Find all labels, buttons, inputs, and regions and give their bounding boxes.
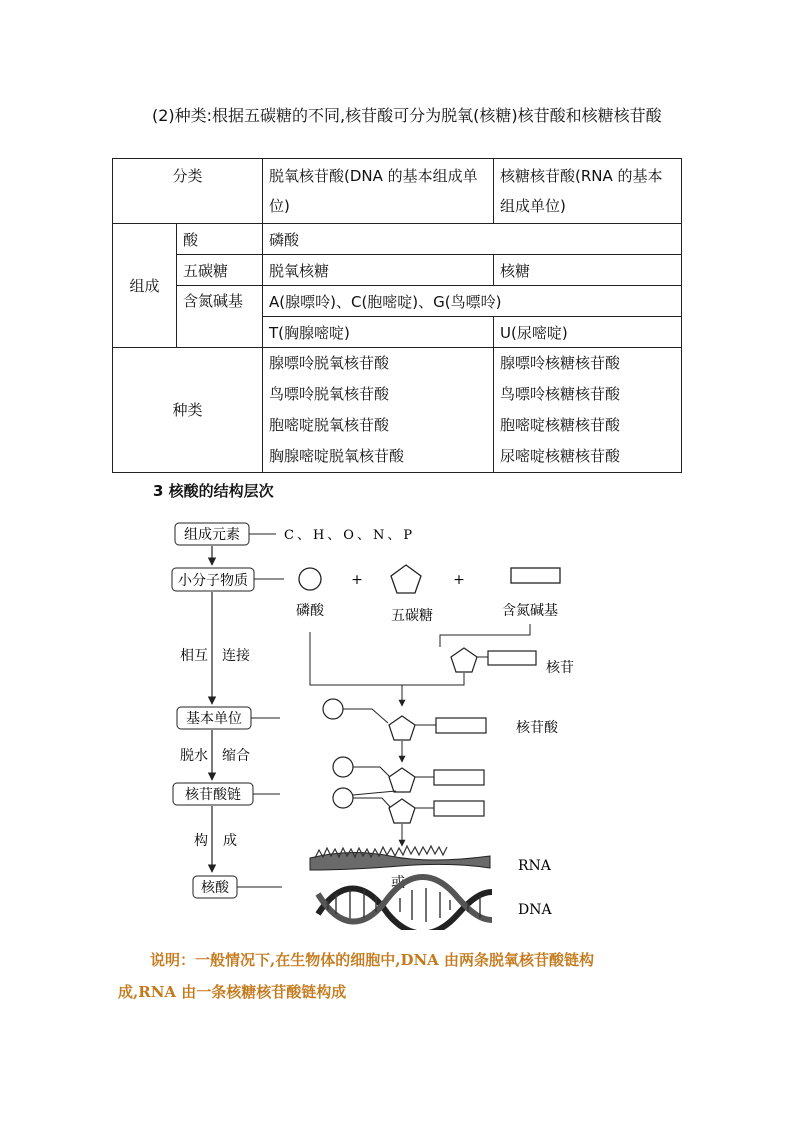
base-dna: T(胸腺嘧啶) xyxy=(263,317,494,348)
kinds-rna-list xyxy=(494,348,682,473)
nucleotide-kinds-table xyxy=(112,158,682,473)
step1-label-b: 连接 xyxy=(222,648,250,664)
elements-value: C、H、O、N、P xyxy=(284,528,416,543)
kind-dna-item: 鸟嘌呤脱氧核苷酸 xyxy=(269,385,390,403)
base-label: 含氮碱基 xyxy=(177,286,263,348)
intro-paragraph: (2)种类:根据五碳糖的不同,核苷酸可分为脱氧(核糖)核苷酸和核糖核苷酸 xyxy=(152,106,662,125)
nucleotide-figure xyxy=(323,699,486,740)
nucleoside-join-line xyxy=(440,624,530,647)
elements-box-label: 组成元素 xyxy=(184,527,240,543)
dna-label: DNA xyxy=(518,902,552,918)
plus-sign-1: + xyxy=(351,572,363,588)
elements-box xyxy=(175,523,249,545)
kinds-label: 种类 xyxy=(113,348,263,473)
chain-box-label: 核苷酸链 xyxy=(185,787,241,803)
base-common: A(腺嘌呤)、C(胞嘧啶)、G(鸟嘌呤) xyxy=(263,286,682,317)
step3-label-a: 构 xyxy=(194,833,208,849)
sugar-label: 五碳糖 xyxy=(177,255,263,286)
step1-label-a: 相互 xyxy=(180,648,208,664)
sugar-dna: 脱氧核糖 xyxy=(263,255,494,286)
step2-label-b: 缩合 xyxy=(222,748,250,764)
acid-value: 磷酸 xyxy=(263,224,682,255)
nucleic-acid-box xyxy=(193,876,237,898)
base-rectangle xyxy=(511,568,560,583)
pentose-pentagon xyxy=(391,565,421,593)
header-dna: 脱氧核苷酸(DNA 的基本组成单位) xyxy=(263,159,494,224)
phosphate-label: 磷酸 xyxy=(296,603,324,619)
kind-dna-item: 胸腺嘧啶脱氧核苷酸 xyxy=(269,447,405,465)
nucleic-acid-box-label: 核酸 xyxy=(201,880,229,896)
base-rna: U(尿嘧啶) xyxy=(494,317,682,348)
nucleoside-merge-line xyxy=(402,673,464,685)
nucleoside-label: 核苷 xyxy=(546,660,574,676)
step2-label-a: 脱水 xyxy=(180,748,208,764)
sugar-rna: 核糖 xyxy=(494,255,682,286)
nucleic-acid-hierarchy-diagram xyxy=(150,510,590,930)
rna-strand xyxy=(310,846,490,870)
nucleoside-base-rectangle xyxy=(488,651,536,665)
kind-dna-item: 腺嘌呤脱氧核苷酸 xyxy=(269,354,390,372)
kind-dna-item: 胞嘧啶脱氧核苷酸 xyxy=(269,416,390,434)
nucleoside-pentagon xyxy=(451,648,477,672)
acid-label: 酸 xyxy=(177,224,263,255)
composition-label: 组成 xyxy=(113,224,177,348)
rna-label: RNA xyxy=(518,858,551,874)
base-label: 含氮碱基 xyxy=(502,603,558,619)
phosphate-merge-line xyxy=(310,632,402,685)
dna-double-helix xyxy=(318,877,492,930)
kinds-dna-list xyxy=(263,348,494,473)
small-molecule-box-label: 小分子物质 xyxy=(178,573,248,589)
chain-box xyxy=(173,783,253,805)
kind-rna-item: 尿嘧啶核糖核苷酸 xyxy=(500,447,621,465)
basic-unit-box xyxy=(177,707,251,729)
nucleotide-label: 核苷酸 xyxy=(516,720,558,736)
kind-rna-item: 胞嘧啶核糖核苷酸 xyxy=(500,416,621,434)
kind-rna-item: 腺嘌呤核糖核苷酸 xyxy=(500,354,621,372)
section-title: 3 核酸的结构层次 xyxy=(153,482,274,500)
phosphate-circle xyxy=(299,568,321,590)
kind-rna-item: 鸟嘌呤核糖核苷酸 xyxy=(500,385,621,403)
pentose-label: 五碳糖 xyxy=(391,608,433,624)
plus-sign-2: + xyxy=(453,572,465,588)
small-molecule-box xyxy=(172,568,254,591)
step3-label-b: 成 xyxy=(223,833,237,849)
basic-unit-box-label: 基本单位 xyxy=(186,711,242,727)
note-paragraph: 说明：一般情况下,在生物体的细胞中,DNA 由两条脱氧核苷酸链构成,RNA 由一条核糖核苷酸链构成 xyxy=(118,951,595,1001)
header-rna: 核糖核苷酸(RNA 的基本组成单位) xyxy=(494,159,682,224)
or-label: 或 xyxy=(391,875,405,891)
header-category: 分类 xyxy=(113,159,263,224)
nucleotide-chain-figure xyxy=(333,757,484,823)
